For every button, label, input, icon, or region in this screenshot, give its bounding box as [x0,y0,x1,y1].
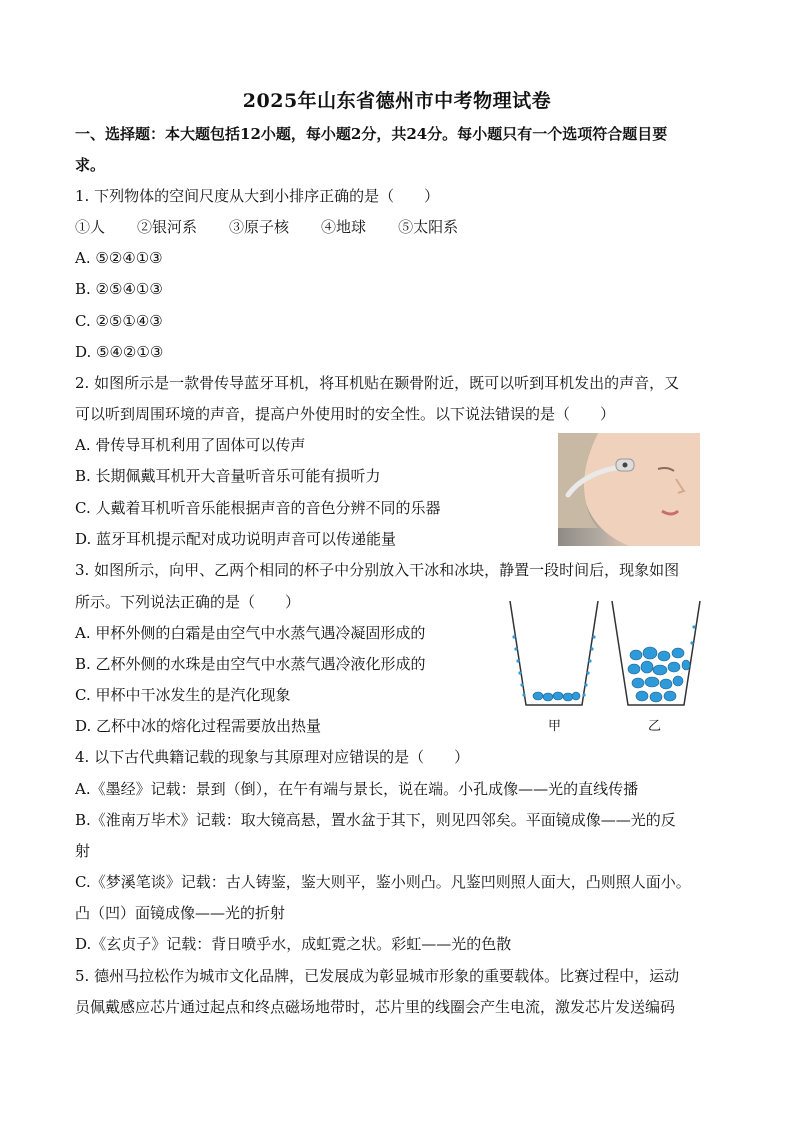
right-cup-ice [628,647,690,702]
q1-option-b: B. ②⑤④①③ [75,280,163,298]
left-cup-dry-ice [533,692,580,701]
cup-label-jia: 甲 [548,719,562,734]
headphone-photo [558,433,700,546]
q1-item: ②银河系 [137,218,198,236]
q1-item: ⑤太阳系 [398,218,459,236]
q2-option-d: D. 蓝牙耳机提示配对成功说明声音可以传递能量 [75,530,397,548]
q4-option-c-line2: 凸（凹）面镜成像——光的折射 [75,904,286,922]
q5-stem-line1: 5. 德州马拉松作为城市文化品牌，已发展成为彰显城市形象的重要载体。比赛过程中，运动 [75,967,680,985]
q2-option-b: B. 长期佩戴耳机开大音量听音乐可能有损听力 [75,467,381,485]
q1-stem: 1. 下列物体的空间尺度从大到小排序正确的是（ ） [75,187,440,205]
q4-option-c-line1: C.《梦溪笔谈》记载：古人铸鉴，鉴大则平，鉴小则凸。凡鉴凹则照人面大，凸则照人面小。 [75,873,691,891]
q1-option-d: D. ⑤④②①③ [75,343,164,361]
q4-option-b-line1: B.《淮南万毕术》记载：取大镜高悬，置水盆于其下，则见四邻矣。平面镜成像——光的反 [75,811,676,829]
q2-stem-line1: 2. 如图所示是一款骨传导蓝牙耳机，将耳机贴在颞骨附近，既可以听到耳机发出的声音，又 [75,374,680,392]
q2-stem-line2: 可以听到周围环境的声音，提高户外使用时的安全性。以下说法错误的是（ ） [75,405,616,423]
left-cup-frost [512,635,595,696]
q3-stem-line2: 所示。下列说法正确的是（ ） [75,593,301,611]
headphone-button [623,463,628,468]
q4-option-d: D.《玄贞子》记载：背日喷乎水，成虹霓之状。彩虹——光的色散 [75,935,512,953]
q2-option-c: C. 人戴着耳机听音乐能根据声音的音色分辨不同的乐器 [75,499,441,517]
section-heading-line2: 求。 [75,156,106,174]
q4-stem: 4. 以下古代典籍记载的现象与其原理对应错误的是（ ） [75,748,470,766]
q3-option-b: B. 乙杯外侧的水珠是由空气中水蒸气遇冷液化形成的 [75,655,426,673]
q4-option-a: A.《墨经》记载：景到（倒），在午有端与景长，说在端。小孔成像——光的直线传播 [75,780,639,798]
q1-items [75,217,458,237]
q3-stem-line1: 3. 如图所示，向甲、乙两个相同的杯子中分别放入干冰和冰块，静置一段时间后，现象如图 [75,561,680,579]
q2-option-a: A. 骨传导耳机利用了固体可以传声 [75,436,306,454]
q4-option-b-line2: 射 [75,842,91,860]
q1-option-c: C. ②⑤①④③ [75,312,163,330]
left-cup-outline [510,601,598,705]
q1-item: ③原子核 [229,218,290,236]
cups-illustration [502,597,708,713]
q3-option-c: C. 甲杯中干冰发生的是汽化现象 [75,686,291,704]
section-heading-line1: 一、选择题：本大题包括12小题，每小题2分，共24分。每小题只有一个选项符合题目要 [75,125,668,143]
q5-stem-line2: 员佩戴感应芯片通过起点和终点磁场地带时，芯片里的线圈会产生电流，激发芯片发送编码 [75,998,676,1016]
q1-item: ④地球 [321,218,367,236]
q1-item: ①人 [75,218,106,236]
q3-option-a: A. 甲杯外侧的白霜是由空气中水蒸气遇冷凝固形成的 [75,624,426,642]
page-title: 2025年山东省德州市中考物理试卷 [242,90,552,112]
q3-option-d: D. 乙杯中冰的熔化过程需要放出热量 [75,717,322,735]
headphone-illustration [558,433,700,546]
q1-option-a: A. ⑤②④①③ [75,249,163,267]
cups-figure [502,597,708,737]
cup-label-yi: 乙 [648,719,662,734]
